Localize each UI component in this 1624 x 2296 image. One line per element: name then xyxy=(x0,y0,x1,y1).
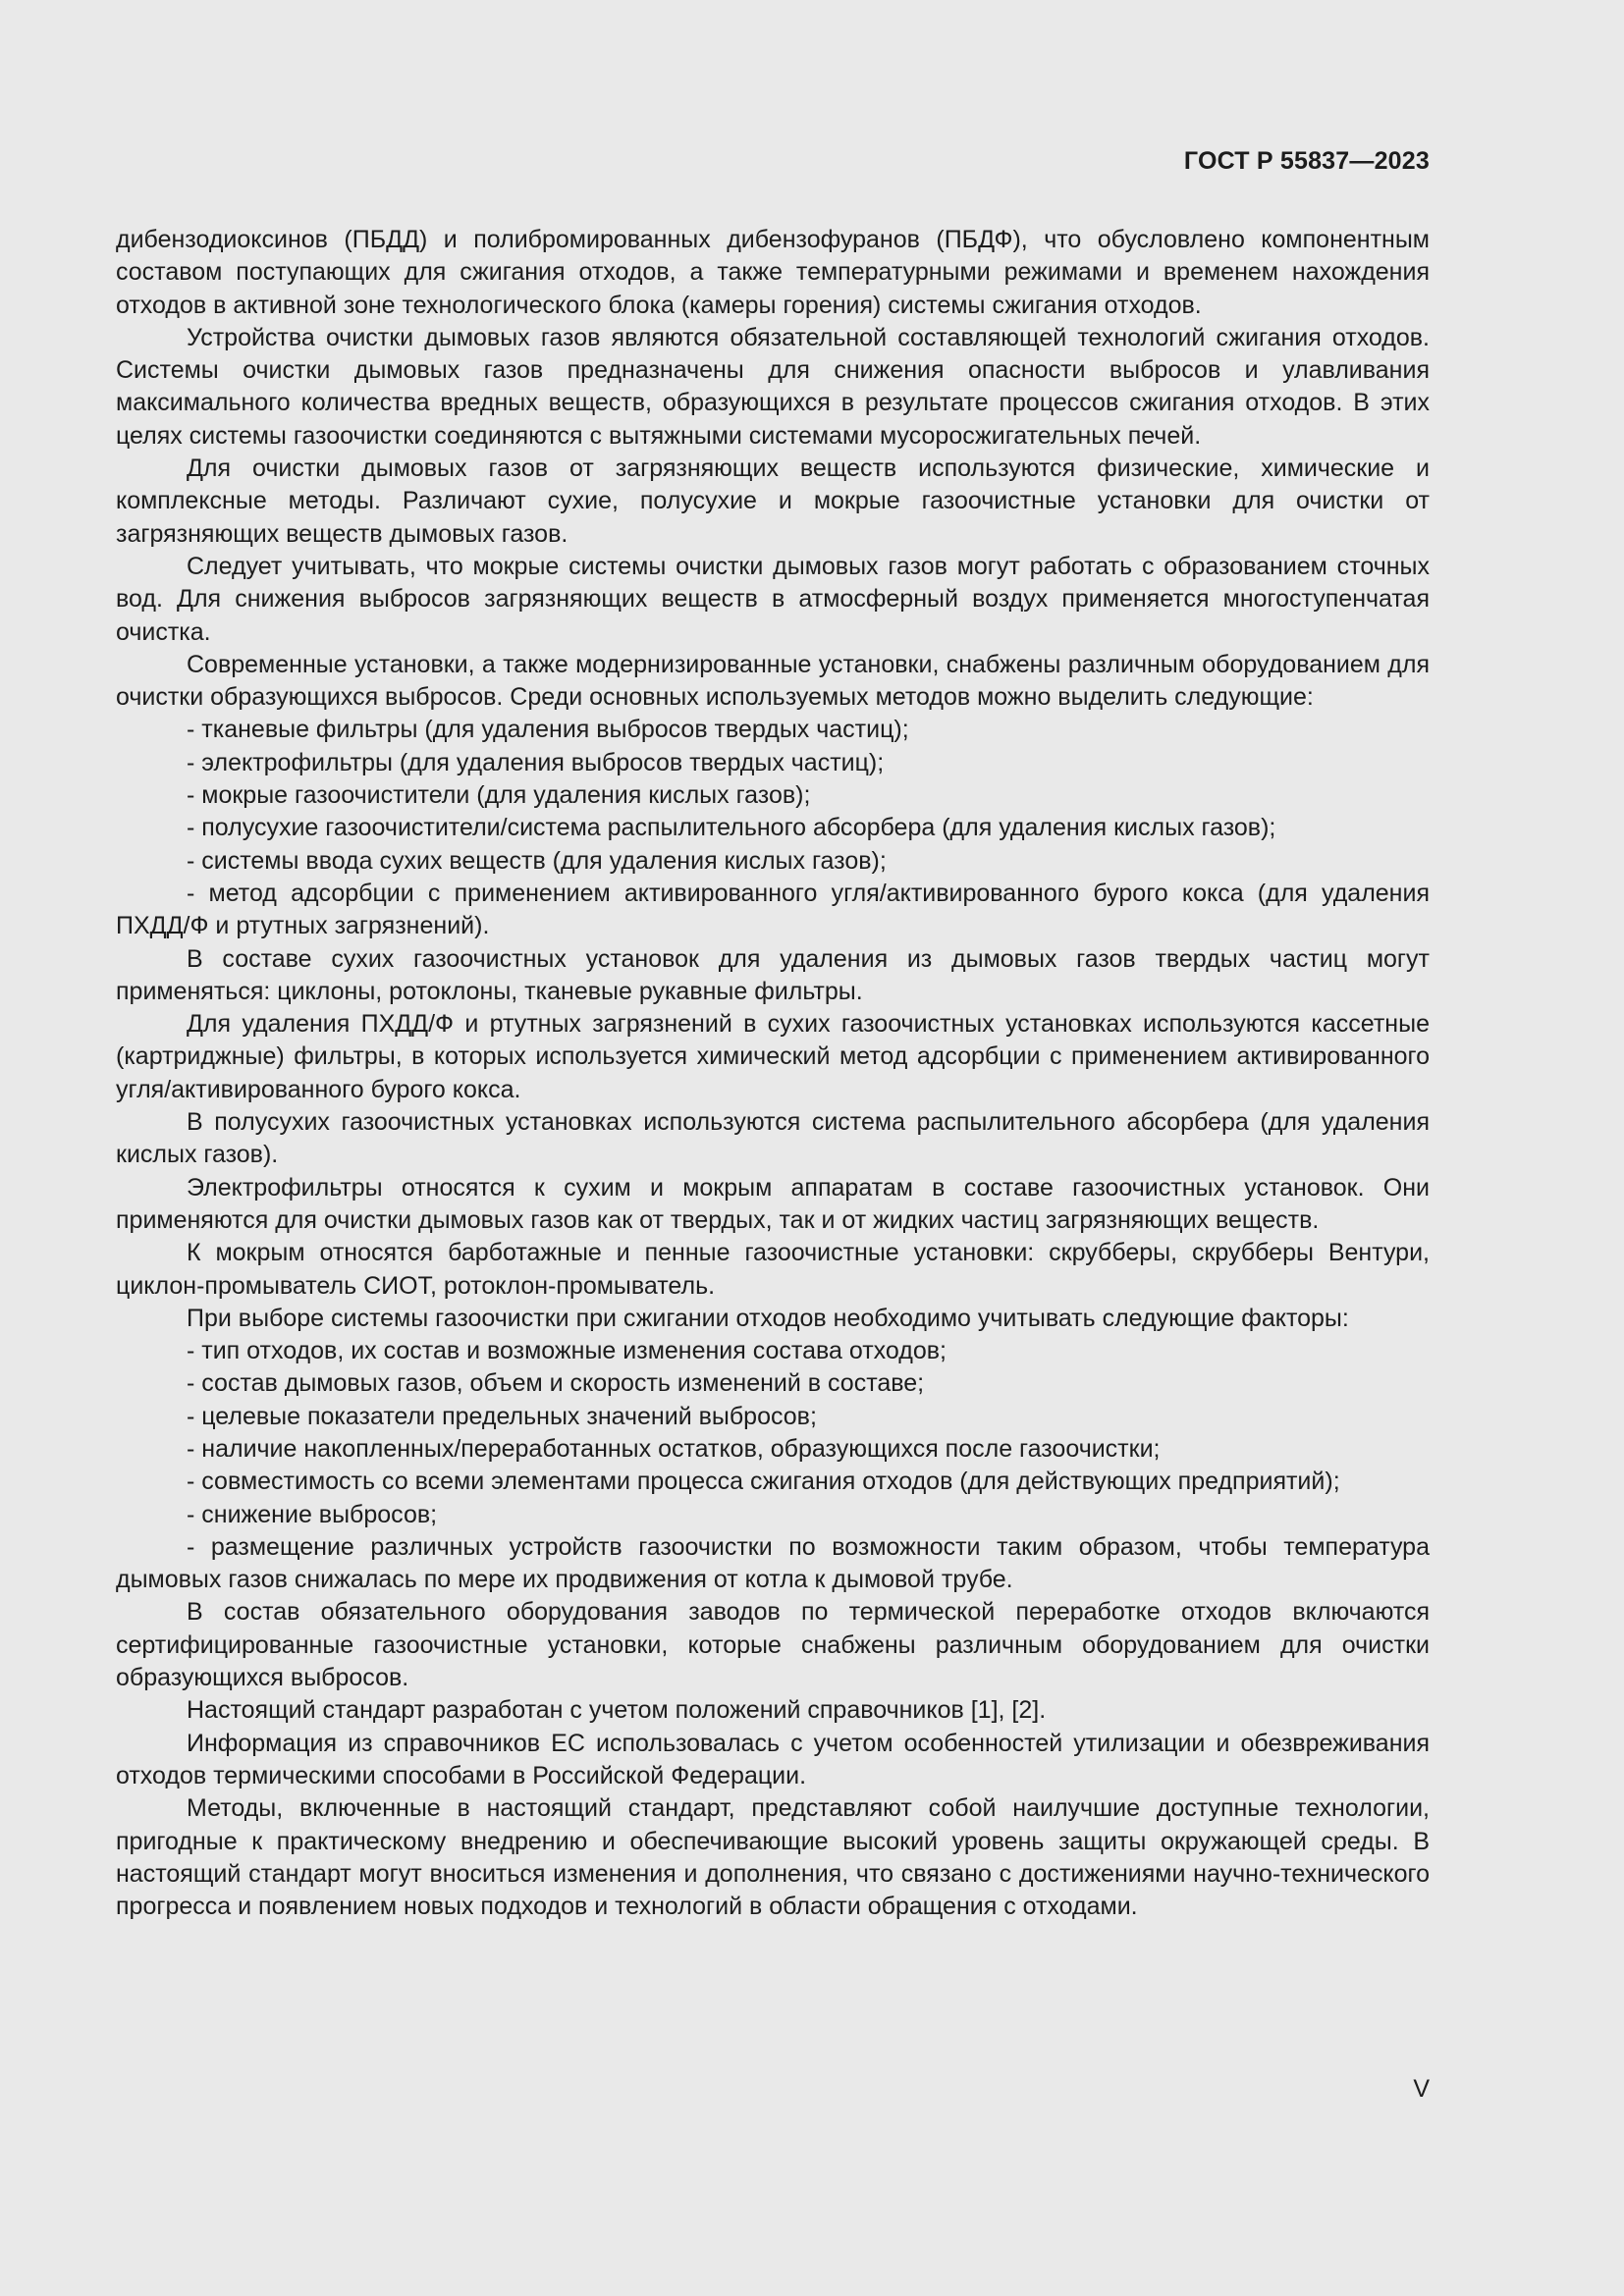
paragraph: Следует учитывать, что мокрые системы очистки дымовых газов могут работать с образованием сточных вод. Для снижения выбросов загрязняющих веществ в атмосферный воздух применяется многоступенчатая очистка. xyxy=(116,552,1430,646)
paragraph: Для удаления ПХДД/Ф и ртутных загрязнений в сухих газоочистных установках используются кассетные (картриджные) фильтры, в которых используется химический метод адсорбции с применением активированного угля/активированного бурого кокса. xyxy=(116,1010,1430,1103)
list-item: - электрофильтры (для удаления выбросов твердых частиц); xyxy=(187,748,885,776)
paragraph: Информация из справочников ЕС использовалась с учетом особенностей утилизации и обезвреживания отходов термическими способами в Российской Федерации. xyxy=(116,1729,1430,1789)
list-item: - состав дымовых газов, объем и скорость изменений в составе; xyxy=(187,1369,925,1398)
list-item: - размещение различных устройств газоочистки по возможности таким образом, чтобы температура дымовых газов снижалась по мере их продвижения от котла к дымовой трубе. xyxy=(116,1532,1430,1594)
list-item: - совместимость со всеми элементами процесса сжигания отходов (для действующих предприятий); xyxy=(187,1468,1340,1496)
document-header: ГОСТ Р 55837—2023 xyxy=(1183,147,1430,175)
paragraph: дибензодиоксинов (ПБДД) и полибромированных дибензофуранов (ПБДФ), что обусловлено компонентным составом поступающих для сжигания отходов, а также температурными режимами и временем нахождения отходов в активной зоне технологического блока (камеры горения) системы сжигания отходов. xyxy=(116,226,1430,319)
list-item: - снижение выбросов; xyxy=(187,1500,438,1528)
paragraph: При выборе системы газоочистки при сжигании отходов необходимо учитывать следующие факторы: xyxy=(187,1304,1349,1332)
list-item: - тканевые фильтры (для удаления выбросов твердых частиц); xyxy=(187,716,909,744)
paragraph: К мокрым относятся барботажные и пенные газоочистные установки: скрубберы, скрубберы Вентури, циклон-промыватель СИОТ, ротоклон-промыватель. xyxy=(116,1239,1430,1300)
list-item: - мокрые газоочистители (для удаления кислых газов); xyxy=(187,781,811,810)
paragraph: В полусухих газоочистных установках используются система распылительного абсорбера (для удаления кислых газов). xyxy=(116,1108,1430,1169)
list-item: - наличие накопленных/переработанных остатков, образующихся после газоочистки; xyxy=(187,1434,1161,1463)
list-item: - полусухие газоочистители/система распылительного абсорбера (для удаления кислых газов); xyxy=(187,814,1276,842)
paragraph: Методы, включенные в настоящий стандарт, представляют собой наилучшие доступные технологии, пригодные к практическому внедрению и обеспечивающие высокий уровень защиты окружающей среды. В настоящий стандарт могут вноситься изменения и дополнения, что связано с достижениями научно-технического прогресса и появлением новых подходов и технологий в области обращения с отходами. xyxy=(116,1794,1430,1921)
list-item: - системы ввода сухих веществ (для удаления кислых газов); xyxy=(187,846,887,875)
paragraph: В состав обязательного оборудования заводов по термической переработке отходов включаются сертифицированные газоочистные установки, которые снабжены различным оборудованием для очистки образующихся выбросов. xyxy=(116,1598,1430,1692)
list-item: - метод адсорбции с применением активированного угля/активированного бурого кокса (для удаления ПХДД/Ф и ртутных загрязнений). xyxy=(116,879,1430,940)
list-item: - целевые показатели предельных значений выбросов; xyxy=(187,1402,817,1430)
paragraph: Настоящий стандарт разработан с учетом положений справочников [1], [2]. xyxy=(187,1696,1047,1725)
document-body xyxy=(116,224,1430,1923)
paragraph: Устройства очистки дымовых газов являются обязательной составляющей технологий сжигания отходов. Системы очистки дымовых газов предназначены для снижения опасности выбросов и улавливания максимального количества вредных веществ, образующихся в результате процессов сжигания отходов. В этих целях системы газоочистки соединяются с вытяжными системами мусоросжигательных печей. xyxy=(116,323,1430,450)
paragraph: В составе сухих газоочистных установок для удаления из дымовых газов твердых частиц могут применяться: циклоны, ротоклоны, тканевые рукавные фильтры. xyxy=(116,944,1430,1005)
paragraph: Для очистки дымовых газов от загрязняющих веществ используются физические, химические и комплексные методы. Различают сухие, полусухие и мокрые газоочистные установки для очистки от загрязняющих веществ дымовых газов. xyxy=(116,454,1430,548)
page-number: V xyxy=(1413,2075,1430,2103)
paragraph: Электрофильтры относятся к сухим и мокрым аппаратам в составе газоочистных установок. Они применяются для очистки дымовых газов как от твердых, так и от жидких частиц загрязняющих веществ. xyxy=(116,1173,1430,1234)
list-item: - тип отходов, их состав и возможные изменения состава отходов; xyxy=(187,1337,947,1365)
paragraph: Современные установки, а также модернизированные установки, снабжены различным оборудованием для очистки образующихся выбросов. Среди основных используемых методов можно выделить следующие: xyxy=(116,650,1430,712)
